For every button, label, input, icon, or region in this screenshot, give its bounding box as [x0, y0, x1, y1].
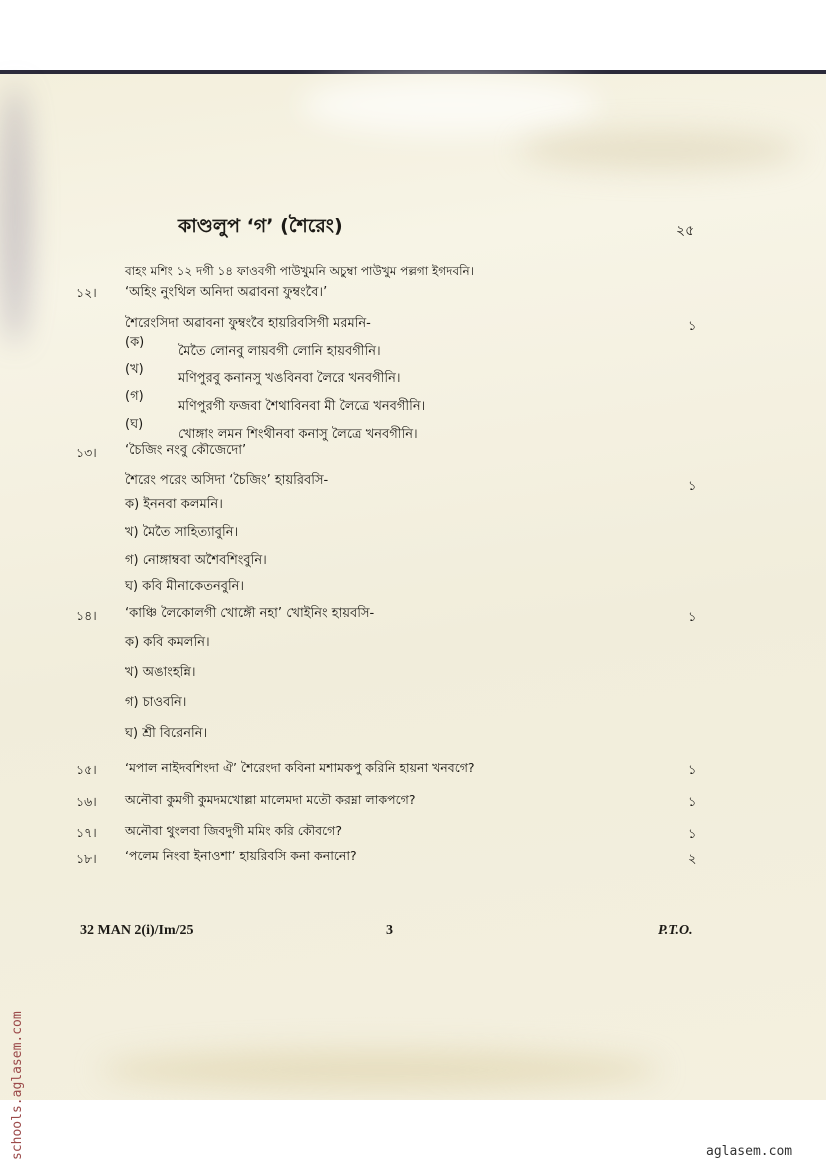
option-text: খ) অঙাংহন্নি।	[125, 665, 196, 680]
option-text: মণিপুরগী ফজবা শৈথাবিনবা মী লৈত্রে খনবগীনি।	[178, 399, 426, 414]
question-number: ১৫।	[76, 762, 97, 777]
corner-watermark: aglasem.com	[706, 1144, 793, 1159]
paper-edge-shadow	[0, 85, 30, 345]
question-text: ‘অহিং নুংথিল অনিদা অৱাবনা ফুম্বংবৈ।’	[125, 285, 328, 300]
section-title: কাণ্ডলুপ ‘গ’ (শৈরেং)	[178, 215, 343, 237]
instruction: বাহং মশিং ১২ দগী ১৪ ফাওবগী পাউখুমনি অচুম্বা পাউখুম পল্লগা ইগদবনি।	[125, 264, 475, 278]
page-marks: ২৫	[676, 223, 695, 239]
question-mark: ১	[688, 795, 697, 810]
question-mark: ১	[688, 763, 697, 778]
question-number: ১৩।	[76, 445, 97, 460]
option-text: গ) নোঙ্গাম্ববা অশৈবশিংবুনি।	[125, 553, 267, 568]
option-text: ক) ইননবা কলমনি।	[125, 497, 223, 512]
option-text: খোঙ্গাং লমন শিংথীনবা কনাসু লৈত্রে খনবগীনি।	[178, 427, 418, 442]
question-text: ‘কাঞ্চি লৈকোলগী খোঙ্গৌ নহা’ খোইনিং হায়বসি-	[125, 606, 375, 621]
page-bottom-margin	[0, 1100, 826, 1169]
option-text: খ) মৈতৈ সাহিত্যাবুনি।	[125, 525, 239, 540]
please-turn-over: P.T.O.	[658, 923, 693, 938]
question-mark: ১	[688, 610, 697, 625]
paper-crease	[520, 130, 800, 170]
question-number: ১৪।	[76, 608, 97, 623]
question-text: ‘মপাল নাইদবশিংদা ঐ’ শৈরেংদা কবিনা মশামকপু করিনি হায়না খনবগে?	[125, 760, 475, 775]
question-number: ১৮।	[76, 851, 97, 866]
option-text: ঘ) কবি মীনাকেতনবুনি।	[125, 579, 245, 594]
side-watermark: schools.aglasem.com	[10, 1011, 25, 1160]
option-label: (গ)	[125, 389, 144, 404]
option-label: (খ)	[125, 362, 144, 377]
question-stem: শৈরেংসিদা অৱাবনা ফুম্বংবৈ হায়রিবসিগী মরমনি-	[125, 316, 371, 331]
page-number: 3	[386, 923, 393, 938]
question-mark: ১	[688, 319, 697, 334]
option-text: গ) চাওবনি।	[125, 695, 187, 710]
question-text: অনৌবা থুংলবা জিবদুগী মমিং করি কৌবগে?	[125, 823, 342, 838]
option-text: মৈতৈ লোনবু লায়বগী লোনি হায়বগীনি।	[178, 344, 381, 359]
option-label: (ঘ)	[125, 417, 144, 432]
option-text: মণিপুরবু কনানসু খঙবিনবা লৈরে খনবগীনি।	[178, 371, 401, 386]
paper-code: 32 MAN 2(i)/Im/25	[80, 923, 194, 938]
question-number: ১৬।	[76, 794, 97, 809]
question-number: ১৭।	[76, 825, 97, 840]
paper-highlight	[300, 75, 600, 135]
question-stem: শৈরেং পরেং অসিদা ‘চৈজিং’ হায়রিবসি-	[125, 473, 329, 488]
paper-crease-bottom	[100, 1050, 660, 1090]
question-number: ১২।	[76, 285, 97, 300]
page-top-margin	[0, 0, 826, 72]
option-text: ঘ) শ্রী বিরেননি।	[125, 726, 208, 741]
option-label: (ক)	[125, 335, 145, 350]
question-mark: ১	[688, 827, 697, 842]
question-text: ‘পলেম নিংবা ইনাওশা’ হায়রিবসি কনা কনানো?	[125, 848, 357, 863]
question-text: ‘চৈজিং নংবু কৌজেদো’	[125, 443, 247, 458]
question-text: অনৌবা কুমগী কুমদমখোল্লা মালেমদা মতৌ করম্না লাকপগে?	[125, 792, 416, 807]
question-mark: ১	[688, 479, 697, 494]
question-mark: ২	[688, 852, 697, 867]
option-text: ক) কবি কমলনি।	[125, 635, 210, 650]
exam-paper	[0, 70, 826, 1102]
